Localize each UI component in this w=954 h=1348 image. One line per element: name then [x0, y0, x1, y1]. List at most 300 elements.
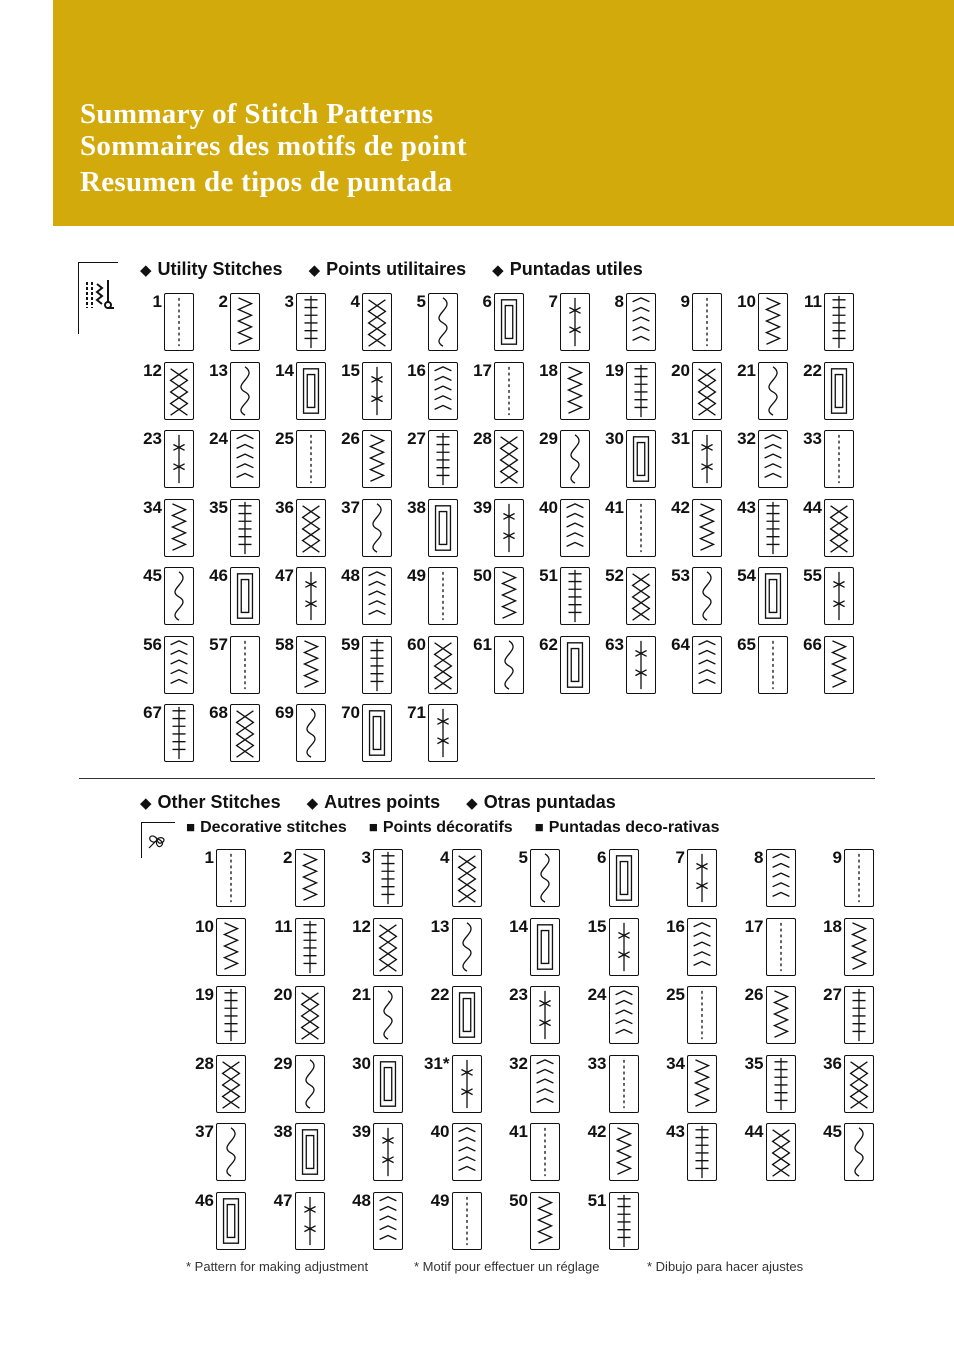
stitch-number: 6 — [482, 292, 492, 311]
stitch-number: 23 — [143, 429, 162, 448]
stitch-pattern-icon — [609, 986, 639, 1044]
utility-stitch-70 — [330, 703, 396, 771]
stitch-number: 54 — [737, 566, 756, 585]
other-heading-fr: ◆ Autres points — [307, 792, 441, 813]
title-spanish: Resumen de tipos de puntada — [80, 166, 453, 198]
stitch-pattern-icon — [530, 1123, 560, 1181]
stitch-number: 35 — [209, 497, 228, 517]
stitch-pattern-icon — [494, 430, 524, 488]
stitch-pattern-icon — [428, 499, 458, 557]
stitch-number: 34 — [666, 1053, 685, 1073]
stitch-pattern-icon — [164, 499, 194, 557]
stitch-pattern-icon — [758, 636, 788, 694]
decorative-stitch-11 — [263, 917, 329, 985]
stitch-number: 45 — [823, 1122, 842, 1141]
stitch-number: 9 — [680, 292, 690, 311]
utility-stitch-grid — [132, 292, 872, 772]
stitch-number: 59 — [341, 634, 360, 654]
stitch-pattern-icon — [452, 918, 482, 976]
utility-stitch-48 — [330, 566, 396, 634]
decorative-stitch-13 — [420, 917, 486, 985]
utility-stitch-7 — [528, 292, 594, 360]
stitch-number: 63 — [605, 634, 624, 654]
stitch-pattern-icon — [609, 849, 639, 907]
stitch-pattern-icon — [824, 430, 854, 488]
stitch-number: 32 — [737, 429, 756, 448]
stitch-number: 37 — [341, 497, 360, 517]
stitch-number: 57 — [209, 634, 228, 654]
stitch-number: 32 — [509, 1053, 528, 1073]
stitch-number: 19 — [605, 360, 624, 380]
utility-heading-es: ◆ Puntadas utiles — [492, 259, 643, 280]
decorative-stitch-9 — [812, 848, 878, 916]
stitch-pattern-icon — [428, 430, 458, 488]
utility-stitch-64 — [660, 635, 726, 703]
decorative-stitch-51 — [577, 1191, 643, 1259]
stitch-number: 11 — [804, 292, 822, 311]
decorative-stitch-8 — [734, 848, 800, 916]
utility-stitch-40 — [528, 498, 594, 566]
decorative-stitch-34 — [655, 1054, 721, 1122]
decorative-stitch-26 — [734, 985, 800, 1053]
stitch-number: 48 — [341, 566, 360, 585]
stitch-pattern-icon — [687, 1055, 717, 1113]
utility-stitch-62 — [528, 635, 594, 703]
utility-stitch-35 — [198, 498, 264, 566]
stitch-pattern-icon — [230, 636, 260, 694]
stitch-pattern-icon — [824, 499, 854, 557]
decorative-stitch-48 — [341, 1191, 407, 1259]
utility-stitch-12 — [132, 361, 198, 429]
stitch-pattern-icon — [626, 499, 656, 557]
stitch-pattern-icon — [626, 293, 656, 351]
stitch-number: 48 — [352, 1190, 371, 1210]
stitch-number: 70 — [341, 703, 360, 722]
utility-stitch-1 — [132, 292, 198, 360]
utility-stitch-32 — [726, 429, 792, 497]
stitch-pattern-icon — [216, 986, 246, 1044]
stitch-number: 10 — [737, 292, 756, 311]
stitch-number: 40 — [430, 1122, 450, 1141]
stitch-pattern-icon — [692, 362, 722, 420]
decorative-stitch-31 — [420, 1054, 486, 1122]
stitch-pattern-icon — [687, 849, 717, 907]
stitch-pattern-icon — [844, 918, 874, 976]
stitch-number: 31* — [423, 1053, 450, 1073]
stitch-number: 1 — [152, 292, 162, 311]
decorative-stitch-49 — [420, 1191, 486, 1259]
stitch-number: 71 — [407, 703, 426, 722]
stitch-number: 33 — [803, 429, 822, 448]
utility-stitch-50 — [462, 566, 528, 634]
stitch-pattern-icon — [295, 849, 325, 907]
stitch-pattern-icon — [626, 362, 656, 420]
utility-stitch-28 — [462, 429, 528, 497]
stitch-pattern-icon — [164, 362, 194, 420]
decorative-stitch-1 — [184, 848, 250, 916]
utility-stitch-38 — [396, 498, 462, 566]
stitch-pattern-icon — [844, 849, 874, 907]
stitch-pattern-icon — [494, 636, 524, 694]
decorative-stitch-grid — [184, 848, 884, 1258]
decorative-stitch-19 — [184, 985, 250, 1053]
stitch-pattern-icon — [626, 430, 656, 488]
stitch-number: 60 — [407, 634, 426, 654]
stitch-pattern-icon — [164, 293, 194, 351]
decorative-stitch-33 — [577, 1054, 643, 1122]
stitch-pattern-icon — [844, 1123, 874, 1181]
stitch-number: 33 — [587, 1053, 607, 1073]
stitch-pattern-icon — [530, 1055, 560, 1113]
stitch-number: 7 — [675, 848, 685, 867]
title-french: Sommaires des motifs de point — [80, 130, 467, 162]
utility-stitch-55 — [792, 566, 858, 634]
utility-stitch-53 — [660, 566, 726, 634]
stitch-pattern-icon — [452, 849, 482, 907]
stitch-number: 8 — [614, 292, 624, 311]
stitch-pattern-icon — [560, 362, 590, 420]
stitch-number: 13 — [209, 360, 228, 380]
decorative-stitch-6 — [577, 848, 643, 916]
utility-stitch-4 — [330, 292, 396, 360]
stitch-pattern-icon — [230, 567, 260, 625]
utility-stitch-5 — [396, 292, 462, 360]
stitch-number: 56 — [143, 634, 162, 654]
stitch-number: 21 — [352, 985, 371, 1004]
stitch-pattern-icon — [373, 849, 403, 907]
decorative-stitch-5 — [498, 848, 564, 916]
decorative-stitch-44 — [734, 1122, 800, 1190]
stitch-number: 13 — [430, 916, 450, 936]
utility-stitch-68 — [198, 703, 264, 771]
stitch-pattern-icon — [373, 1123, 403, 1181]
stitch-pattern-icon — [164, 636, 194, 694]
stitch-number: 4 — [350, 292, 360, 311]
stitch-number: 3 — [361, 848, 371, 867]
stitch-pattern-icon — [362, 704, 392, 762]
utility-stitch-22 — [792, 361, 858, 429]
stitch-pattern-icon — [428, 362, 458, 420]
stitch-number: 15 — [341, 360, 360, 380]
decorative-stitch-23 — [498, 985, 564, 1053]
decorative-stitch-37 — [184, 1122, 250, 1190]
decorative-stitch-30 — [341, 1054, 407, 1122]
utility-stitch-54 — [726, 566, 792, 634]
stitch-pattern-icon — [373, 918, 403, 976]
utility-stitch-67 — [132, 703, 198, 771]
footnote-fr: * Motif pour effectuer un réglage — [414, 1259, 600, 1274]
stitch-number: 35 — [744, 1053, 764, 1073]
utility-stitch-44 — [792, 498, 858, 566]
stitch-number: 58 — [275, 634, 294, 654]
utility-stitch-52 — [594, 566, 660, 634]
stitch-number: 66 — [803, 634, 822, 654]
stitch-pattern-icon — [626, 567, 656, 625]
stitch-pattern-icon — [494, 567, 524, 625]
utility-stitch-14 — [264, 361, 330, 429]
stitch-number: 9 — [832, 848, 842, 867]
stitch-pattern-icon — [216, 1123, 246, 1181]
footnote-es: * Dibujo para hacer ajustes — [647, 1259, 804, 1274]
decorative-stitch-12 — [341, 917, 407, 985]
stitch-number: 43 — [737, 497, 756, 517]
stitch-number: 15 — [587, 916, 607, 936]
utility-stitch-60 — [396, 635, 462, 703]
decorative-stitch-28 — [184, 1054, 250, 1122]
stitch-number: 36 — [275, 497, 294, 517]
decorative-stitch-45 — [812, 1122, 878, 1190]
utility-stitch-39 — [462, 498, 528, 566]
stitch-number: 42 — [587, 1122, 607, 1141]
stitch-pattern-icon — [164, 430, 194, 488]
utility-stitch-13 — [198, 361, 264, 429]
utility-stitch-30 — [594, 429, 660, 497]
stitch-number: 39 — [352, 1122, 371, 1141]
stitch-number: 62 — [539, 634, 558, 654]
stitch-pattern-icon — [373, 1192, 403, 1250]
decorative-stitch-22 — [420, 985, 486, 1053]
decorative-stitch-40 — [420, 1122, 486, 1190]
utility-stitch-33 — [792, 429, 858, 497]
utility-stitch-34 — [132, 498, 198, 566]
stitch-pattern-icon — [766, 986, 796, 1044]
stitch-pattern-icon — [230, 362, 260, 420]
stitch-pattern-icon — [609, 1192, 639, 1250]
decorative-stitch-35 — [734, 1054, 800, 1122]
stitch-pattern-icon — [362, 430, 392, 488]
stitch-number: 20 — [671, 360, 690, 380]
stitch-pattern-icon — [230, 293, 260, 351]
stitch-number: 20 — [273, 985, 293, 1004]
stitch-pattern-icon — [494, 362, 524, 420]
utility-heading-en: ◆ Utility Stitches — [140, 259, 283, 280]
stitch-pattern-icon — [164, 704, 194, 762]
stitch-pattern-icon — [164, 567, 194, 625]
utility-stitch-42 — [660, 498, 726, 566]
utility-stitch-36 — [264, 498, 330, 566]
stitch-pattern-icon — [452, 1123, 482, 1181]
stitch-number: 1 — [204, 848, 214, 867]
stitch-pattern-icon — [295, 918, 325, 976]
utility-stitch-47 — [264, 566, 330, 634]
utility-stitch-3 — [264, 292, 330, 360]
stitch-number: 21 — [737, 360, 756, 380]
stitch-pattern-icon — [758, 430, 788, 488]
stitch-number: 47 — [275, 566, 294, 585]
stitch-pattern-icon — [560, 499, 590, 557]
utility-stitch-56 — [132, 635, 198, 703]
stitch-number: 44 — [803, 497, 822, 517]
utility-stitch-66 — [792, 635, 858, 703]
stitch-pattern-icon — [494, 293, 524, 351]
utility-stitch-27 — [396, 429, 462, 497]
utility-stitch-37 — [330, 498, 396, 566]
utility-stitch-24 — [198, 429, 264, 497]
utility-stitch-61 — [462, 635, 528, 703]
stitch-pattern-icon — [362, 567, 392, 625]
stitch-number: 69 — [275, 703, 294, 722]
decorative-stitch-46 — [184, 1191, 250, 1259]
decorative-stitch-7 — [655, 848, 721, 916]
stitch-pattern-icon — [295, 986, 325, 1044]
utility-stitch-2 — [198, 292, 264, 360]
stitch-pattern-icon — [296, 499, 326, 557]
stitch-pattern-icon — [824, 567, 854, 625]
stitch-number: 27 — [407, 429, 426, 448]
utility-stitch-10 — [726, 292, 792, 360]
stitch-pattern-icon — [373, 986, 403, 1044]
stitch-number: 53 — [671, 566, 690, 585]
stitch-pattern-icon — [687, 986, 717, 1044]
stitch-pattern-icon — [766, 918, 796, 976]
decorative-stitch-20 — [263, 985, 329, 1053]
stitch-number: 51 — [587, 1190, 607, 1210]
stitch-pattern-icon — [362, 293, 392, 351]
stitch-number: 29 — [539, 429, 558, 448]
utility-stitch-71 — [396, 703, 462, 771]
stitch-pattern-icon — [530, 918, 560, 976]
stitch-pattern-icon — [692, 499, 722, 557]
stitch-number: 23 — [509, 985, 528, 1004]
stitch-number: 51 — [539, 566, 558, 585]
utility-stitch-63 — [594, 635, 660, 703]
stitch-number: 37 — [195, 1122, 214, 1141]
stitch-number: 18 — [823, 916, 842, 936]
stitch-pattern-icon — [362, 362, 392, 420]
stitch-number: 12 — [352, 916, 371, 936]
stitch-pattern-icon — [428, 293, 458, 351]
stitch-number: 46 — [195, 1190, 214, 1210]
stitch-number: 50 — [473, 566, 492, 585]
stitch-number: 3 — [284, 292, 294, 311]
decorative-stitch-32 — [498, 1054, 564, 1122]
stitch-number: 36 — [823, 1053, 842, 1073]
stitch-number: 14 — [275, 360, 294, 380]
stitch-number: 24 — [209, 429, 228, 448]
utility-stitch-59 — [330, 635, 396, 703]
decorative-stitch-29 — [263, 1054, 329, 1122]
decorative-stitch-16 — [655, 917, 721, 985]
stitch-pattern-icon — [296, 430, 326, 488]
stitch-number: 28 — [195, 1053, 214, 1073]
stitch-pattern-icon — [609, 918, 639, 976]
stitch-pattern-icon — [824, 636, 854, 694]
stitch-pattern-icon — [530, 1192, 560, 1250]
stitch-pattern-icon — [824, 293, 854, 351]
utility-stitch-49 — [396, 566, 462, 634]
stitch-number: 50 — [509, 1190, 528, 1210]
stitch-number: 39 — [473, 497, 492, 517]
stitch-number: 29 — [273, 1053, 293, 1073]
stitch-number: 18 — [539, 360, 558, 380]
stitch-pattern-icon — [452, 1192, 482, 1250]
utility-stitch-58 — [264, 635, 330, 703]
utility-stitch-8 — [594, 292, 660, 360]
utility-stitch-18 — [528, 361, 594, 429]
stitch-number: 17 — [473, 360, 492, 380]
utility-stitch-11 — [792, 292, 858, 360]
decorative-subheading-en: ■ Decorative stitches — [186, 819, 347, 837]
decorative-stitch-17 — [734, 917, 800, 985]
stitch-number: 42 — [671, 497, 690, 517]
stitch-pattern-icon — [362, 636, 392, 694]
utility-stitch-17 — [462, 361, 528, 429]
stitch-number: 10 — [195, 916, 214, 936]
utility-stitch-9 — [660, 292, 726, 360]
stitch-number: 49 — [407, 566, 426, 585]
stitch-number: 30 — [352, 1053, 371, 1073]
stitch-pattern-icon — [692, 567, 722, 625]
stitch-number: 16 — [666, 916, 685, 936]
stitch-pattern-icon — [560, 430, 590, 488]
utility-stitch-16 — [396, 361, 462, 429]
utility-stitch-43 — [726, 498, 792, 566]
title-english: Summary of Stitch Patterns — [80, 98, 434, 130]
stitch-number: 19 — [195, 985, 214, 1004]
stitch-number: 46 — [209, 566, 228, 585]
stitch-number: 34 — [143, 497, 162, 517]
stitch-pattern-icon — [452, 1055, 482, 1113]
decorative-stitch-36 — [812, 1054, 878, 1122]
utility-stitch-20 — [660, 361, 726, 429]
utility-stitch-25 — [264, 429, 330, 497]
decorative-stitch-27 — [812, 985, 878, 1053]
stitch-number: 26 — [744, 985, 764, 1004]
stitch-pattern-icon — [560, 636, 590, 694]
decorative-stitch-4 — [420, 848, 486, 916]
utility-stitch-26 — [330, 429, 396, 497]
stitch-number: 24 — [587, 985, 607, 1004]
decorative-stitch-icon — [141, 822, 175, 858]
utility-stitch-6 — [462, 292, 528, 360]
stitch-number: 2 — [283, 848, 293, 867]
decorative-stitch-42 — [577, 1122, 643, 1190]
stitch-number: 30 — [605, 429, 624, 448]
stitch-pattern-icon — [626, 636, 656, 694]
stitch-pattern-icon — [428, 567, 458, 625]
stitch-number: 14 — [509, 916, 528, 936]
decorative-stitch-38 — [263, 1122, 329, 1190]
utility-stitch-29 — [528, 429, 594, 497]
other-heading-es: ◆ Otras puntadas — [466, 792, 616, 813]
decorative-stitch-3 — [341, 848, 407, 916]
stitch-number: 16 — [407, 360, 426, 380]
stitch-pattern-icon — [428, 636, 458, 694]
stitch-pattern-icon — [530, 849, 560, 907]
stitch-pattern-icon — [758, 567, 788, 625]
stitch-pattern-icon — [362, 499, 392, 557]
stitch-number: 67 — [143, 703, 162, 722]
stitch-number: 41 — [605, 497, 624, 517]
stitch-pattern-icon — [452, 986, 482, 1044]
stitch-pattern-icon — [560, 293, 590, 351]
decorative-stitch-21 — [341, 985, 407, 1053]
decorative-stitch-10 — [184, 917, 250, 985]
decorative-stitch-41 — [498, 1122, 564, 1190]
other-heading-en: ◆ Other Stitches — [140, 792, 281, 813]
stitch-number: 25 — [275, 429, 294, 448]
stitch-pattern-icon — [428, 704, 458, 762]
stitch-number: 5 — [416, 292, 426, 311]
stitch-pattern-icon — [216, 1055, 246, 1113]
utility-stitch-65 — [726, 635, 792, 703]
stitch-number: 55 — [803, 566, 822, 585]
stitch-pattern-icon — [609, 1123, 639, 1181]
utility-stitch-57 — [198, 635, 264, 703]
decorative-stitch-47 — [263, 1191, 329, 1259]
utility-stitch-51 — [528, 566, 594, 634]
stitch-number: 12 — [143, 360, 162, 380]
